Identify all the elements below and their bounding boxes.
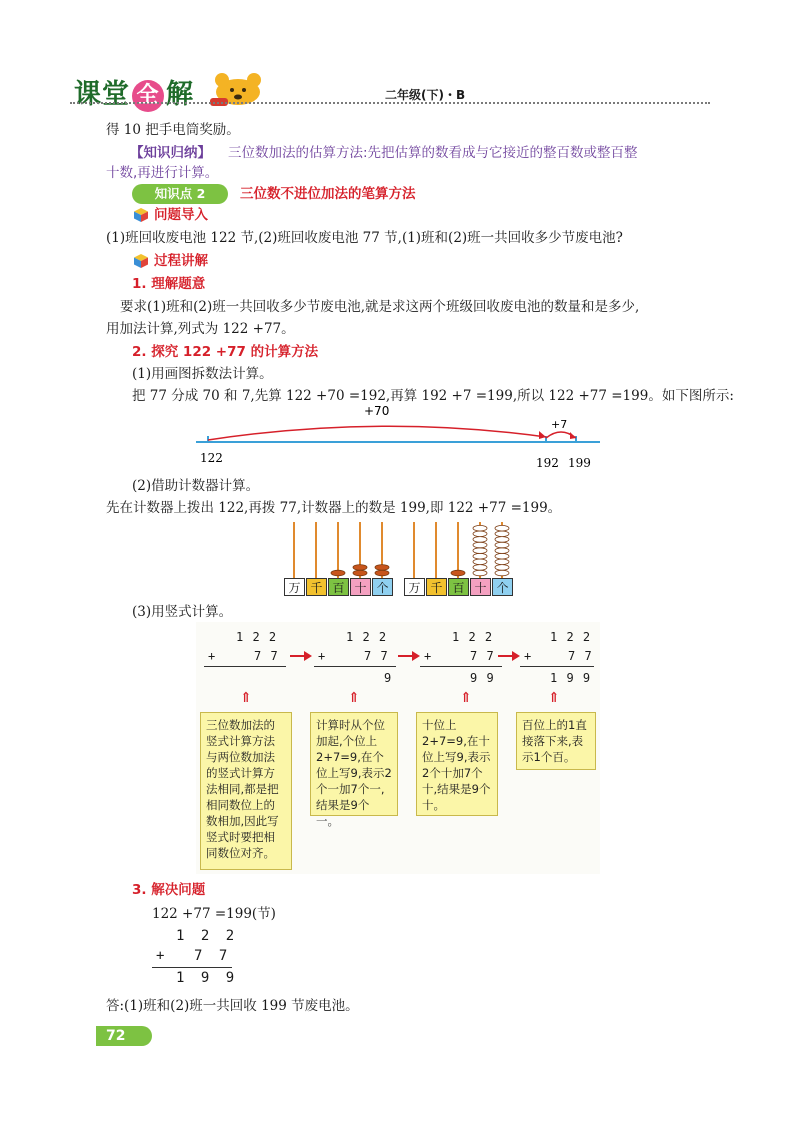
up-arrow-icon: ⇑ (460, 690, 472, 706)
calc2-top: 1 2 2 (346, 630, 388, 644)
note-ones-place: 计算时从个位加起,个位上2+7=9,在个位上写9,表示2个一加7个一,结果是9个一。 (310, 712, 398, 816)
abacus-first-bead (375, 565, 389, 571)
step1-text-a: 要求(1)班和(2)班一共回收多少节废电池,就是求这两个班级回收废电池的数量和是多少, (120, 299, 640, 315)
title-part-a: 课堂 (74, 79, 130, 110)
abacus-first-bead (331, 570, 345, 576)
question-text: (1)班回收废电池 122 节,(2)班回收废电池 77 节,(1)班和(2)班一共回收多少节废电池? (106, 230, 623, 246)
abacus-first-place-label: 万 (284, 578, 305, 596)
calc1-top: 1 2 2 (236, 630, 278, 644)
calc2-rule (314, 666, 396, 667)
calc4-top: 1 2 2 (550, 630, 592, 644)
abacus-second-bead (473, 565, 487, 571)
note-column-alignment: 三位数加法的竖式计算方法与两位数加法的竖式计算方法相同,都是把相同数位上的数相加,因此写竖式时要把相同数位对齐。 (200, 712, 292, 870)
cube-icon (134, 208, 148, 222)
abacus-second-bead (451, 570, 465, 576)
calc4-bottom: 7 7 (568, 649, 593, 663)
bear-mascot-icon (208, 70, 266, 106)
answer-text: 答:(1)班和(2)班一共回收 199 节废电池。 (106, 998, 359, 1014)
number-line-end-value: 199 (568, 456, 591, 470)
note-hundreds-place: 百位上的1直接落下来,表示1个百。 (516, 712, 596, 770)
vertical-calc-panel (196, 622, 600, 874)
jump-arrowhead-7 (570, 432, 576, 439)
method1-detail: 把 77 分成 70 和 7,先算 122 +70 =192,再算 192 +7 =199,所以 122 +77 =199。如下图所示: (132, 388, 734, 404)
calc1-bottom: 7 7 (254, 649, 279, 663)
final-bottom: 7 7 (194, 948, 232, 964)
title-part-b: 全 (132, 80, 164, 112)
abacus-second-rods (404, 520, 514, 578)
abacus-second-bead (495, 531, 509, 537)
step-arrow-icon (290, 650, 312, 662)
number-line-diagram (190, 404, 610, 474)
abacus-first-place-label: 千 (306, 578, 327, 596)
calc3-plus: + (424, 649, 432, 663)
abacus-second-bead (473, 542, 487, 548)
calc1-plus: + (208, 649, 216, 663)
abacus-first-label-row (284, 578, 394, 596)
abacus-first-place-label: 十 (350, 578, 371, 596)
calc3-bottom: 7 7 (470, 649, 495, 663)
final-plus: + (156, 948, 165, 964)
cube-icon (134, 254, 148, 268)
abacus-second-bead (473, 559, 487, 565)
method2-detail: 先在计数器上拨出 122,再拨 77,计数器上的数是 199,即 122 +77 =199。 (106, 500, 562, 516)
calc1-rule (204, 666, 286, 667)
page-number: 72 (96, 1026, 152, 1046)
calc4-plus: + (524, 649, 532, 663)
equation-text: 122 +77 =199(节) (152, 906, 276, 922)
book-series-title (74, 72, 194, 112)
abacus-second-bead (473, 553, 487, 559)
text-line-reward: 得 10 把手电筒奖励。 (106, 122, 240, 138)
calc3-rule (420, 666, 502, 667)
method2-title: (2)借助计数器计算。 (132, 478, 260, 494)
final-result: 1 9 9 (176, 970, 239, 986)
abacus-second-place-label: 万 (404, 578, 425, 596)
note-tens-place: 十位上2+7=9,在十位上写9,表示2个十加7个十,结果是9个十。 (416, 712, 498, 816)
abacus-second-place-label: 千 (426, 578, 447, 596)
abacus-first-place-label: 百 (328, 578, 349, 596)
abacus-second-place-label: 个 (492, 578, 513, 596)
header-divider (70, 102, 710, 104)
summary-text-2: 十数,再进行计算。 (106, 165, 219, 181)
jump-label-70: +70 (364, 404, 390, 418)
step3-heading: 3. 解决问题 (132, 882, 206, 898)
step-arrow-icon (398, 650, 420, 662)
abacus-second-bead (495, 559, 509, 565)
abacus-first-place-label: 个 (372, 578, 393, 596)
abacus-second-bead (495, 542, 509, 548)
abacus-second-place-label: 十 (470, 578, 491, 596)
jump-arc-70 (208, 426, 546, 440)
summary-tag: 【知识归纳】 (130, 145, 211, 161)
abacus-second-label-row (404, 578, 514, 596)
knowledge-badge: 知识点 2 (132, 184, 228, 204)
calc4-result: 1 9 9 (550, 671, 592, 685)
step1-heading: 1. 理解题意 (132, 276, 206, 292)
jump-label-7: +7 (551, 418, 568, 431)
calc3-top: 1 2 2 (452, 630, 494, 644)
abacus-second-bead (495, 548, 509, 554)
abacus-second-bead (495, 565, 509, 571)
up-arrow-icon: ⇑ (240, 690, 252, 706)
abacus-second-bead (495, 537, 509, 543)
step-arrow-icon (498, 650, 520, 662)
title-part-c: 解 (166, 79, 194, 110)
abacus-second-bead (473, 548, 487, 554)
grade-label: 二年级(下)・B (385, 88, 466, 102)
calc2-plus: + (318, 649, 326, 663)
abacus-first (284, 520, 394, 600)
abacus-first-bead (353, 565, 367, 571)
method3-title: (3)用竖式计算。 (132, 604, 233, 620)
abacus-second-bead (473, 531, 487, 537)
method1-title: (1)用画图拆数法计算。 (132, 366, 273, 382)
abacus-second-bead (473, 525, 487, 531)
intro-heading: 问题导入 (154, 207, 208, 223)
calc2-result: 9 (384, 671, 392, 685)
abacus-second-bead (495, 553, 509, 559)
step1-text-b: 用加法计算,列式为 122 +77。 (106, 321, 295, 337)
abacus-second-bead (495, 570, 509, 576)
summary-text-1: 三位数加法的估算方法:先把估算的数看成与它接近的整百数或整百整 (228, 145, 638, 161)
calc4-rule (520, 666, 594, 667)
final-top: 1 2 2 (176, 928, 239, 944)
number-line-start-value: 122 (200, 451, 223, 465)
up-arrow-icon: ⇑ (348, 690, 360, 706)
abacus-second (404, 520, 514, 600)
calc3-result: 9 9 (470, 671, 495, 685)
step2-heading: 2. 探究 122 +77 的计算方法 (132, 344, 319, 360)
abacus-second-place-label: 百 (448, 578, 469, 596)
jump-arrowhead-70 (539, 431, 546, 439)
calc2-bottom: 7 7 (364, 649, 389, 663)
process-heading: 过程讲解 (154, 253, 208, 269)
abacus-first-bead (375, 570, 389, 576)
method-title: 三位数不进位加法的笔算方法 (240, 186, 416, 202)
up-arrow-icon: ⇑ (548, 690, 560, 706)
final-rule (152, 967, 232, 968)
number-line-mid-value: 192 (536, 456, 559, 470)
abacus-second-bead (473, 537, 487, 543)
abacus-second-bead (495, 525, 509, 531)
abacus-first-rods (284, 520, 394, 578)
abacus-second-bead (473, 570, 487, 576)
abacus-first-bead (353, 570, 367, 576)
